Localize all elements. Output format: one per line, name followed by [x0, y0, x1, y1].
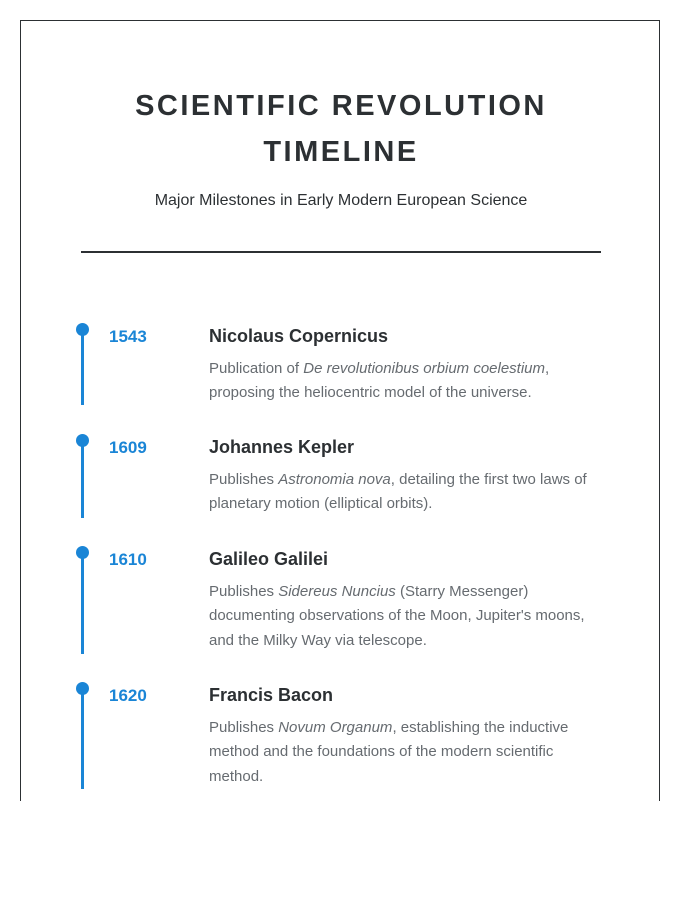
timeline-description: [209, 357, 609, 406]
timeline-description: [209, 468, 609, 517]
timeline-dot-icon: [76, 682, 89, 695]
timeline-description: [209, 580, 609, 653]
timeline-dot-icon: [76, 434, 89, 447]
title-line-1: SCIENTIFIC REVOLUTION: [135, 90, 547, 122]
timeline-year: 1609: [109, 438, 147, 457]
document-frame: [20, 20, 660, 801]
timeline-name: Francis Bacon: [209, 685, 334, 705]
timeline-dot-icon: [76, 546, 89, 559]
timeline-year: 1610: [109, 550, 147, 569]
desc-text: Publishes: [209, 719, 279, 736]
page-title: [21, 83, 661, 175]
desc-text: (Starry Messenger) documenting observations of the Moon, Jupiter's moons, and the Milky Way via telescope.: [209, 583, 585, 649]
timeline-dot-icon: [76, 323, 89, 336]
desc-work-title: De revolutionibus orbium coelestium: [303, 360, 546, 377]
desc-text: , establishing the inductive method and the foundations of the modern scientific method.: [209, 719, 569, 785]
timeline-description: [209, 716, 609, 789]
timeline-stem: [81, 550, 84, 654]
timeline-stem: [81, 327, 84, 405]
desc-text: Publishes: [209, 583, 279, 600]
title-line-2: TIMELINE: [263, 136, 419, 168]
desc-work-title: Novum Organum: [278, 719, 393, 736]
timeline-stem: [81, 686, 84, 789]
timeline-year: 1620: [109, 686, 147, 705]
desc-text: Publication of: [209, 360, 304, 377]
timeline-year: 1543: [109, 327, 147, 346]
timeline-name: Nicolaus Copernicus: [209, 326, 389, 346]
desc-work-title: Sidereus Nuncius: [278, 583, 396, 600]
header-divider: [81, 251, 601, 253]
desc-work-title: Astronomia nova: [278, 471, 391, 488]
desc-text: Publishes: [209, 471, 279, 488]
desc-text: , detailing the first two laws of planetary motion (elliptical orbits).: [209, 471, 587, 513]
desc-text: , proposing the heliocentric model of the universe.: [209, 360, 550, 402]
timeline-stem: [81, 438, 84, 518]
timeline-name: Galileo Galilei: [209, 549, 329, 569]
page-subtitle: Major Milestones in Early Modern European Science: [154, 192, 528, 209]
timeline-name: Johannes Kepler: [209, 437, 355, 457]
